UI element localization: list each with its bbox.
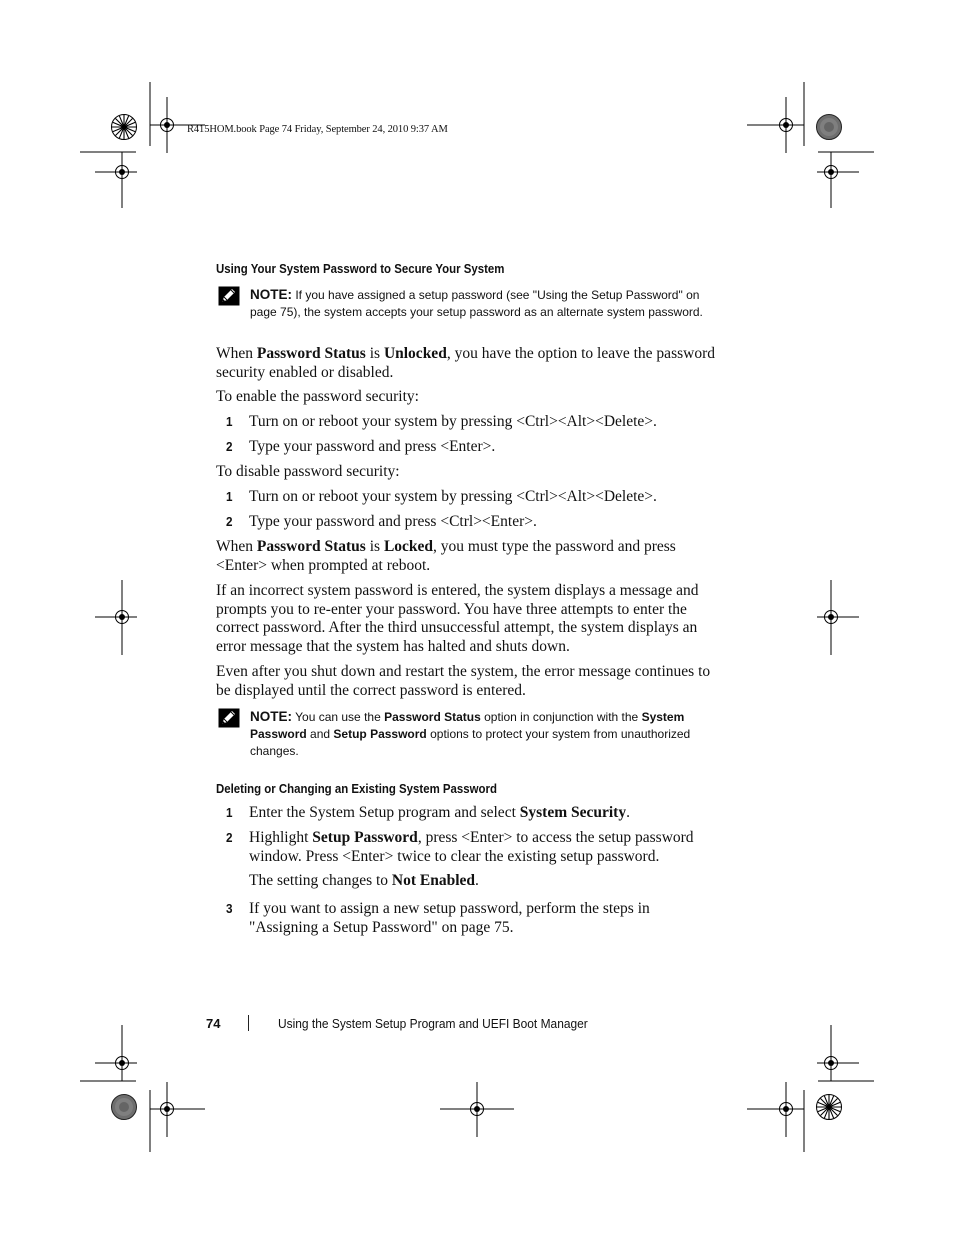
step-text: Type your password and press <Enter>.	[249, 438, 496, 455]
paragraph-error-message: Even after you shut down and restart the system, the error message continues to be displayed until the correct password is entered.	[216, 663, 711, 699]
paragraph-enable-intro: To enable the password security:	[216, 388, 419, 405]
text-run: Highlight	[249, 829, 313, 846]
term-system-security: System Security	[519, 804, 627, 821]
note-pencil-icon	[218, 708, 240, 728]
term-system-password: System Password	[250, 710, 685, 742]
step-text: Turn on or reboot your system by pressing <Ctrl><Alt><Delete>.	[249, 488, 657, 505]
paragraph-locked	[216, 538, 716, 575]
term-password-status: Password Status	[384, 710, 481, 724]
note-text: If you have assigned a setup password (see "Using the Setup Password" on page 75), the system accepts your setup password as an alternate system password.	[250, 288, 703, 320]
step-subtext	[249, 872, 719, 891]
section-heading-delete-change-password: Deleting or Changing an Existing System Password	[216, 781, 497, 796]
term-password-status: Password Status	[256, 345, 366, 362]
step-number: 2	[226, 439, 233, 454]
step-number: 1	[226, 805, 233, 820]
starburst-top-left	[112, 115, 137, 140]
print-slug: R415HOM.book Page 74 Friday, September 24, 2010 9:37 AM	[187, 124, 448, 135]
section-heading-system-password: Using Your System Password to Secure Your System	[216, 261, 505, 276]
step-text: Turn on or reboot your system by pressing <Ctrl><Alt><Delete>.	[249, 413, 657, 430]
text-run: option in conjunction with the	[480, 710, 642, 724]
step-number: 2	[226, 830, 233, 845]
gray-target-top-right	[817, 115, 842, 140]
note-password-status-option	[250, 708, 720, 761]
term-setup-password: Setup Password	[312, 829, 418, 846]
text-run: You can use the	[292, 710, 385, 724]
note-label: NOTE:	[250, 287, 292, 302]
text-run: , press <Enter> to access the setup password window. Press <Enter> twice to clear the existing setup password.	[249, 829, 694, 865]
term-password-status: Password Status	[256, 538, 366, 555]
text-run: .	[475, 872, 479, 889]
text-run: Enter the System Setup program and select	[249, 804, 520, 821]
text-run: The setting changes to	[249, 872, 392, 889]
footer-chapter-title: Using the System Setup Program and UEFI Boot Manager	[278, 1016, 588, 1031]
paragraph-unlocked	[216, 345, 716, 382]
paragraph-disable-intro: To disable password security:	[216, 463, 400, 480]
text-run: is	[365, 345, 384, 362]
term-setup-password: Setup Password	[333, 727, 427, 742]
term-not-enabled: Not Enabled	[391, 872, 476, 889]
step-text	[249, 829, 719, 866]
text-run: , you must type the password and press <Enter> when prompted at reboot.	[216, 538, 676, 574]
step-number: 3	[226, 901, 233, 916]
note-pencil-icon	[218, 286, 240, 306]
step-text: Type your password and press <Ctrl><Enter>.	[249, 513, 537, 530]
text-run: options to protect your system from unauthorized changes.	[250, 727, 691, 759]
text-run: When	[216, 345, 257, 362]
text-run: .	[626, 804, 630, 821]
text-run: and	[306, 727, 334, 742]
text-run: When	[216, 538, 257, 555]
paragraph-incorrect-password: If an incorrect system password is entered, the system displays a message and prompts you to re-enter your password. You have three attempts to enter the correct password. After the third unsuccessful attempt, the system displays an error message that the system has halted and shuts down.	[216, 582, 699, 655]
step-text	[249, 804, 719, 823]
starburst-bottom-right	[817, 1095, 842, 1120]
term-unlocked: Unlocked	[383, 345, 447, 362]
step-text: If you want to assign a new setup password, perform the steps in "Assigning a Setup Password" on page 75.	[249, 900, 650, 936]
gray-target-bottom-left	[112, 1095, 137, 1120]
footer-divider	[248, 1015, 249, 1031]
text-run: is	[365, 538, 384, 555]
term-locked: Locked	[383, 538, 434, 555]
note-label: NOTE:	[250, 709, 292, 724]
page-number: 74	[206, 1016, 221, 1031]
step-number: 2	[226, 514, 233, 529]
text-run: , you have the option to leave the password security enabled or disabled.	[216, 345, 715, 381]
note-setup-password	[250, 286, 720, 321]
step-number: 1	[226, 414, 233, 429]
step-number: 1	[226, 489, 233, 504]
